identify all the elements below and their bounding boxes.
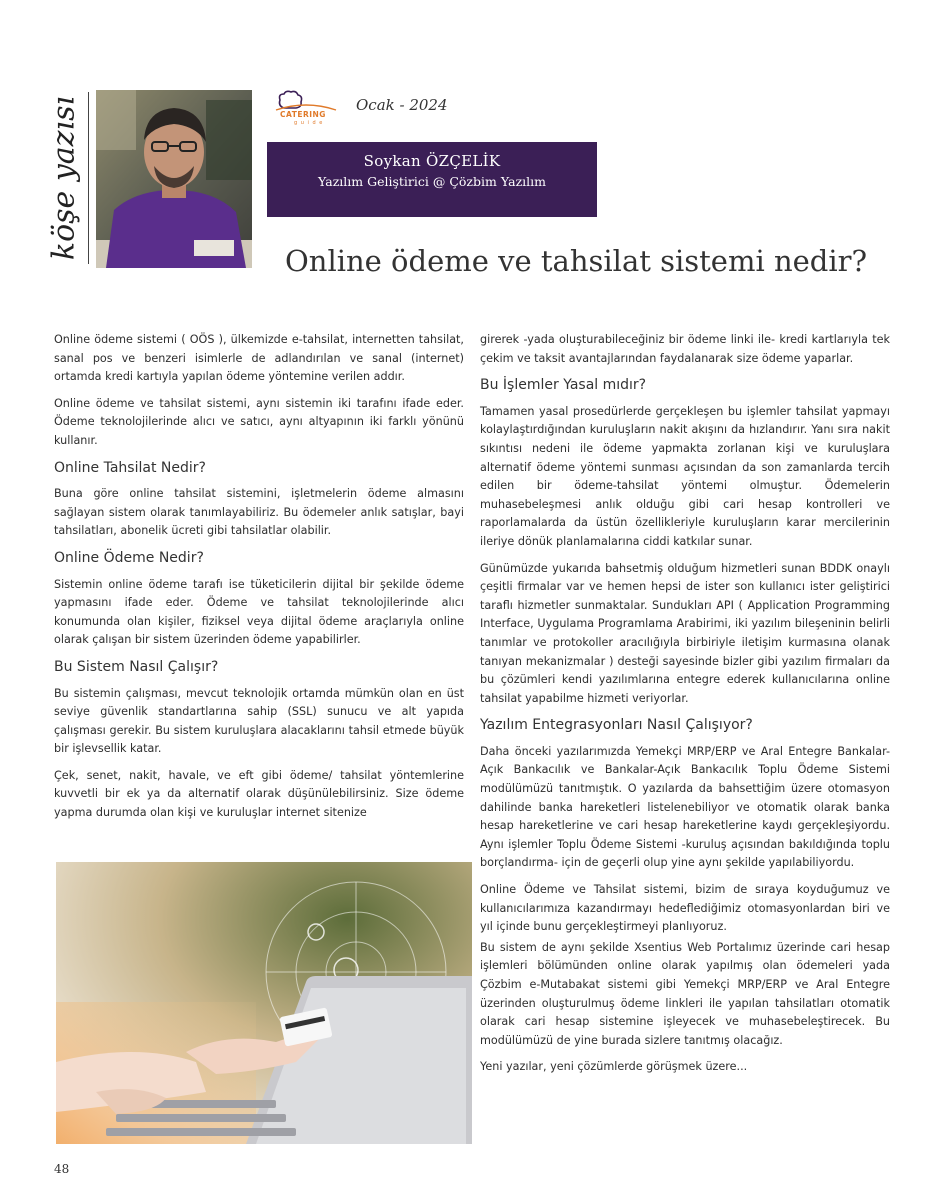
- section-heading: Yazılım Entegrasyonları Nasıl Çalışıyor?: [480, 717, 753, 734]
- paragraph: Buna göre online tahsilat sistemini, işletmelerin ödeme almasını sağlayan sistem olarak tanımlayabiliriz. Bu ödemeler anlık satışlar, bayi tahsilatları, abonelik ücreti gibi tahsilatlar olabilir.: [54, 487, 464, 538]
- paragraph: Online ödeme sistemi ( OÖS ), ülkemizde e-tahsilat, internetten tahsilat, sanal pos ve benzeri isimlerle de adlandırılan ve sanal (internet) ortamda kredi kartıyla yapılan ödeme yöntemine verilen addır.: [54, 333, 464, 384]
- issue-date: Ocak - 2024: [356, 96, 448, 114]
- author-name: Soykan ÖZÇELİK: [363, 152, 501, 170]
- section-heading: Bu İşlemler Yasal mıdır?: [480, 377, 647, 394]
- article-column-2: [480, 331, 890, 1085]
- laptop-card-payment-image: [56, 862, 472, 1144]
- logo-name: CATERING: [280, 110, 326, 119]
- catering-guide-logo: [272, 88, 342, 130]
- author-banner: [267, 142, 597, 217]
- author-photo: [96, 90, 252, 268]
- chef-hat-icon: [272, 88, 342, 112]
- paragraph: Online ödeme ve tahsilat sistemi, aynı sistemin iki tarafını ifade eder. Ödeme teknolojilerinde alıcı ve satıcı, aynı altyapının iki farklı yönünü kullanır.: [54, 396, 464, 447]
- divider: [88, 92, 89, 264]
- article-title: Online ödeme ve tahsilat sistemi nedir?: [285, 244, 868, 278]
- section-heading: Online Ödeme Nedir?: [54, 549, 204, 566]
- section-heading: Online Tahsilat Nedir?: [54, 459, 206, 476]
- author-role: Yazılım Geliştirici @ Çözbim Yazılım: [317, 174, 547, 189]
- section-heading: Bu Sistem Nasıl Çalışır?: [54, 658, 219, 675]
- payment-illustration: [56, 862, 472, 1144]
- paragraph: Online Ödeme ve Tahsilat sistemi, bizim de sıraya koyduğumuz ve kullanıcılarımıza kazandırmayı hedeflediğimiz otomasyonlardan biri ve yıl içinde bunu gerçekleştirmeyi planlıyoruz.: [480, 883, 890, 934]
- paragraph: Günümüzde yukarıda bahsetmiş olduğum hizmetleri sunan BDDK onaylı çeşitli firmalar var ve hemen hepsi de ister son kullanıcı ister geliştirici taraflı hizmetler sunmaktalar. Sundukları API ( Application Programming Interface, Uygulama Programlama Arabirimi, iki yazılım bileşeninin belirli tanımlar ve protokoller aracılığıyla birbiriyle iletişim kurmasına olanak tanıyan mekanizmalar ) desteği sayesinde bizler gibi yazılım firmaları da bu çözümleri kendi yazılımlarına entegre ederek kullanıcılarına online tahsilat yapabilme hizmeti veriyorlar.: [480, 561, 890, 705]
- paragraph: Sistemin online ödeme tarafı ise tüketicilerin dijital bir şekilde ödeme yapmasını ifade eder. Ödeme ve tahsilat teknolojilerinde alıcı konumunda olan kişiler, fiziksel veya dijital ödeme araçlarıyla online olarak çalışan bir sistem üzerinden ödeme yapabilirler.: [54, 577, 464, 647]
- paragraph: Çek, senet, nakit, havale, ve eft gibi ödeme/ tahsilat yöntemlerine kuvvetli bir ek ya da alternatif olarak düşünülebilirsiniz. Size ödeme yapma durumda olan kişi ve kuruluşlar internet sitenize: [54, 768, 464, 820]
- paragraph: Bu sistemin çalışması, mevcut teknolojik ortamda mümkün olan en üst seviye güvenlik standartlarına sahip (SSL) sunucu ve alt yapıda çalışması gerekir. Bu sistem kuruluşlara alacaklarını tahsil etmede büyük bir işlevsellik katar.: [54, 686, 464, 756]
- section-label-text: köşe yazısı: [46, 95, 82, 261]
- page-number: 48: [54, 1162, 70, 1176]
- article-column-1: [54, 331, 464, 831]
- paragraph: Tamamen yasal prosedürlerde gerçekleşen bu işlemler tahsilat yapmayı kolaylaştırdığından kuruluşların nakit akışını da hızlandırır. Yanı sıra nakit sıkıntısı nedeni ile ödeme yapmakta zorlanan kişi ve kuruluşlara alternatif ödeme yöntemi sunması açısından da son zamanlarda tercih edilen bir ödeme-tahsilat yöntemi olmuştur. Ödemelerin muhasebeleşmesi anlık olduğu gibi cari hesap kontrolleri ve raporlamalarda da üstün özellikleriyle kuruluşların karar mercilerinin ileriye dönük planlamalarına ciddi katkılar sunar.: [480, 404, 890, 548]
- paragraph: girerek -yada oluşturabileceğiniz bir ödeme linki ile- kredi kartlarıyla tek çekim ve taksit avantajlarından faydalanarak size ödeme yaparlar.: [480, 333, 890, 365]
- paragraph: Yeni yazılar, yeni çözümlerde görüşmek üzere...: [480, 1060, 748, 1074]
- logo-subtitle: g u i d e: [294, 120, 324, 126]
- section-label: [38, 90, 90, 266]
- paragraph: Daha önceki yazılarımızda Yemekçi MRP/ERP ve Aral Entegre Bankalar-Açık Bankacılık ve Bankalar-Açık Bankacılık Toplu Ödeme Sistemi modülümüzü tanıtmıştık. O yazılarda da bahsettiğim üzere otomasyon dahilinde banka hareketleri listelenebiliyor ve otomatik olarak banka hesap hareketlerine ve cari hesap hareketlerine kaydı gerçekleşiyordu. Aynı işlemler Toplu Ödeme Sistemi -kuruluş açısından bakıldığında toplu borçlandırma- için de geçerli olup yine aynı şekilde yapılabiliyordu.: [480, 744, 890, 870]
- author-photo-illustration: [96, 90, 252, 268]
- paragraph: Bu sistem de aynı şekilde Xsentius Web Portalımız üzerinde cari hesap işlemleri bölümünden online olarak yapılmış olan ödemeleri yada Çözbim e-Mutabakat sistemi gibi Yemekçi MRP/ERP ve Aral Entegre üzerinden oluşturulmuş ödeme linkleri ile yapılan tahsilatları otomatik olarak cari hesap sistemine işleyecek ve muhasebeleştirecek. Bu modülümüzü de yine burada sizlere tanıtmış olacağız.: [480, 940, 890, 1047]
